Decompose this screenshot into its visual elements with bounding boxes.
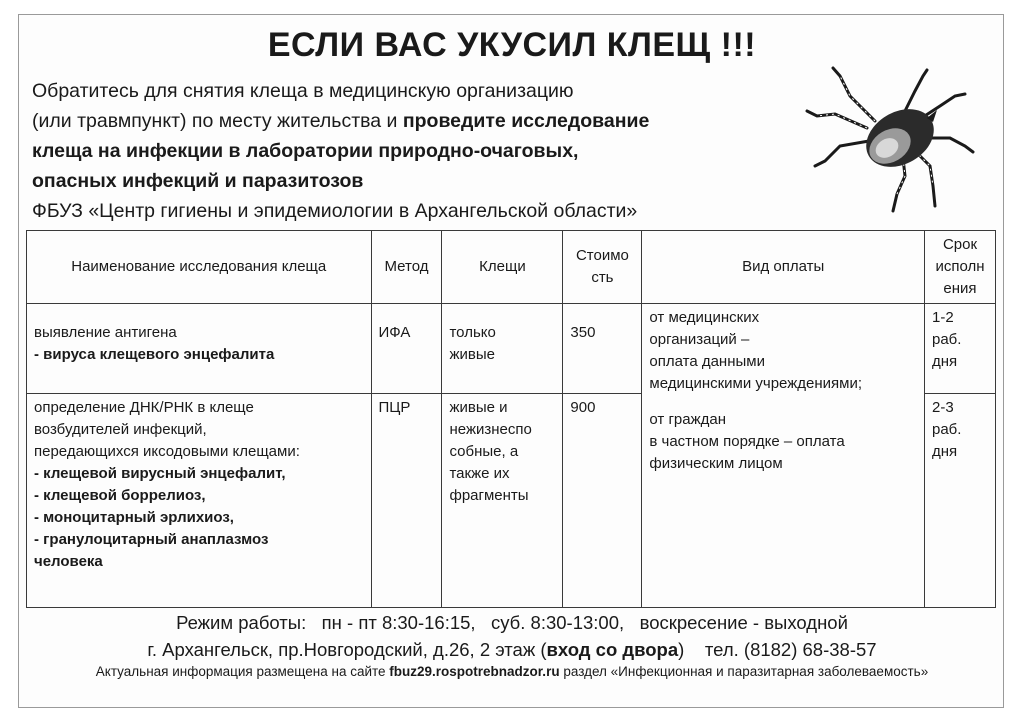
row2-term-1: 2-3 <box>931 399 954 416</box>
row1-cost: 350 <box>563 304 642 394</box>
row2-name-bold-4: - гранулоцитарный анаплазмоз <box>34 531 269 548</box>
row1-method: ИФА <box>371 304 442 394</box>
payment-line-4: медицинскими учреждениями; <box>649 375 863 392</box>
header-ticks: Клещи <box>442 231 563 304</box>
row1-ticks <box>442 304 563 394</box>
header-cost <box>563 231 642 304</box>
intro-line-5: ФБУЗ «Центр гигиены и эпидемиологии в Архангельской области» <box>32 200 638 222</box>
row2-name-plain-3: передающихся иксодовыми клещами: <box>34 443 300 460</box>
row2-name-bold-3: - моноцитарный эрлихиоз, <box>34 509 234 526</box>
row2-term <box>924 394 995 608</box>
intro-line-3-bold: клеща на инфекции в лаборатории природно-очаговых, <box>32 140 579 162</box>
row2-name-bold-1: - клещевой вирусный энцефалит, <box>34 465 286 482</box>
tick-illustration <box>805 66 975 216</box>
row1-name <box>27 304 372 394</box>
row2-ticks-3: собные, а <box>449 443 519 460</box>
intro-line-2-bold: проведите исследование <box>402 110 650 132</box>
intro-line-4 <box>32 166 792 196</box>
row2-name-bold-2: - клещевой боррелиоз, <box>34 487 206 504</box>
intro-text <box>32 76 792 226</box>
address-plain: г. Архангельск, пр.Новгородский, д.26, 2 этаж ( <box>147 639 547 660</box>
page-title: ЕСЛИ ВАС УКУСИЛ КЛЕЩ !!! <box>267 26 757 64</box>
row1-ticks-2: живые <box>449 346 495 363</box>
address-close: ) <box>678 639 685 660</box>
intro-line-4-bold: опасных инфекций и паразитозов <box>32 170 364 192</box>
study-table <box>26 230 996 608</box>
intro-line-2 <box>32 106 792 136</box>
row2-method: ПЦР <box>371 394 442 608</box>
row1-term <box>924 304 995 394</box>
intro-line-3 <box>32 136 792 166</box>
site-prefix: Актуальная информация размещена на сайте <box>95 664 390 679</box>
row1-term-2: раб. <box>931 331 962 348</box>
payment-spacer <box>649 395 917 409</box>
header-cost-1: Стоимо <box>575 247 629 264</box>
row2-term-3: дня <box>931 443 958 460</box>
row1-name-plain: выявление антигена <box>34 324 177 341</box>
payment-line-1: от медицинских <box>649 309 760 326</box>
row2-name-plain-1: определение ДНК/РНК в клеще <box>34 399 254 416</box>
site-suffix: раздел «Инфекционная и паразитарная заболеваемость» <box>559 664 929 679</box>
row2-ticks-1: живые и <box>449 399 508 416</box>
row2-name <box>27 394 372 608</box>
site-link: fbuz29.rospotrebnadzor.ru <box>389 664 560 679</box>
header-name: Наименование исследования клеща <box>27 231 372 304</box>
header-term-1: Срок <box>942 236 978 253</box>
address-line <box>0 639 1024 661</box>
row2-ticks-4: также их <box>449 465 510 482</box>
row2-term-2: раб. <box>931 421 962 438</box>
row2-name-plain-2: возбудителей инфекций, <box>34 421 207 438</box>
payment-line-2: организаций – <box>649 331 750 348</box>
row2-name-bold-5: человека <box>34 553 103 570</box>
row2-ticks-5: фрагменты <box>449 487 529 504</box>
row2-ticks-2: нежизнеспо <box>449 421 532 438</box>
phone-number: тел. (8182) 68-38-57 <box>704 639 877 660</box>
address-bold: вход со двора <box>546 639 679 660</box>
payment-line-6: в частном порядке – оплата <box>649 433 845 450</box>
header-cost-2: сть <box>591 269 614 286</box>
header-payment: Вид оплаты <box>642 231 925 304</box>
table-header-row <box>27 231 996 304</box>
header-method: Метод <box>371 231 442 304</box>
row2-cost: 900 <box>563 394 642 608</box>
row2-ticks <box>442 394 563 608</box>
table-row <box>27 304 996 394</box>
payment-line-3: оплата данными <box>649 353 765 370</box>
header-term-3: ения <box>943 280 977 297</box>
payment-line-7: физическим лицом <box>649 455 783 472</box>
row1-term-1: 1-2 <box>931 309 954 326</box>
row1-name-bold: - вируса клещевого энцефалита <box>34 346 275 363</box>
row1-term-3: дня <box>931 353 958 370</box>
payment-cell <box>642 304 925 608</box>
row1-ticks-1: только <box>449 324 496 341</box>
site-info <box>0 664 1024 679</box>
header-term-2: исполн <box>935 258 985 275</box>
intro-line-2-plain: (или травмпункт) по месту жительства и <box>32 110 403 132</box>
intro-line-1: Обратитесь для снятия клеща в медицинскую организацию <box>32 80 574 102</box>
payment-line-5: от граждан <box>649 411 727 428</box>
header-term <box>924 231 995 304</box>
working-hours: Режим работы: пн - пт 8:30-16:15, суб. 8:30-13:00, воскресение - выходной <box>176 612 848 633</box>
